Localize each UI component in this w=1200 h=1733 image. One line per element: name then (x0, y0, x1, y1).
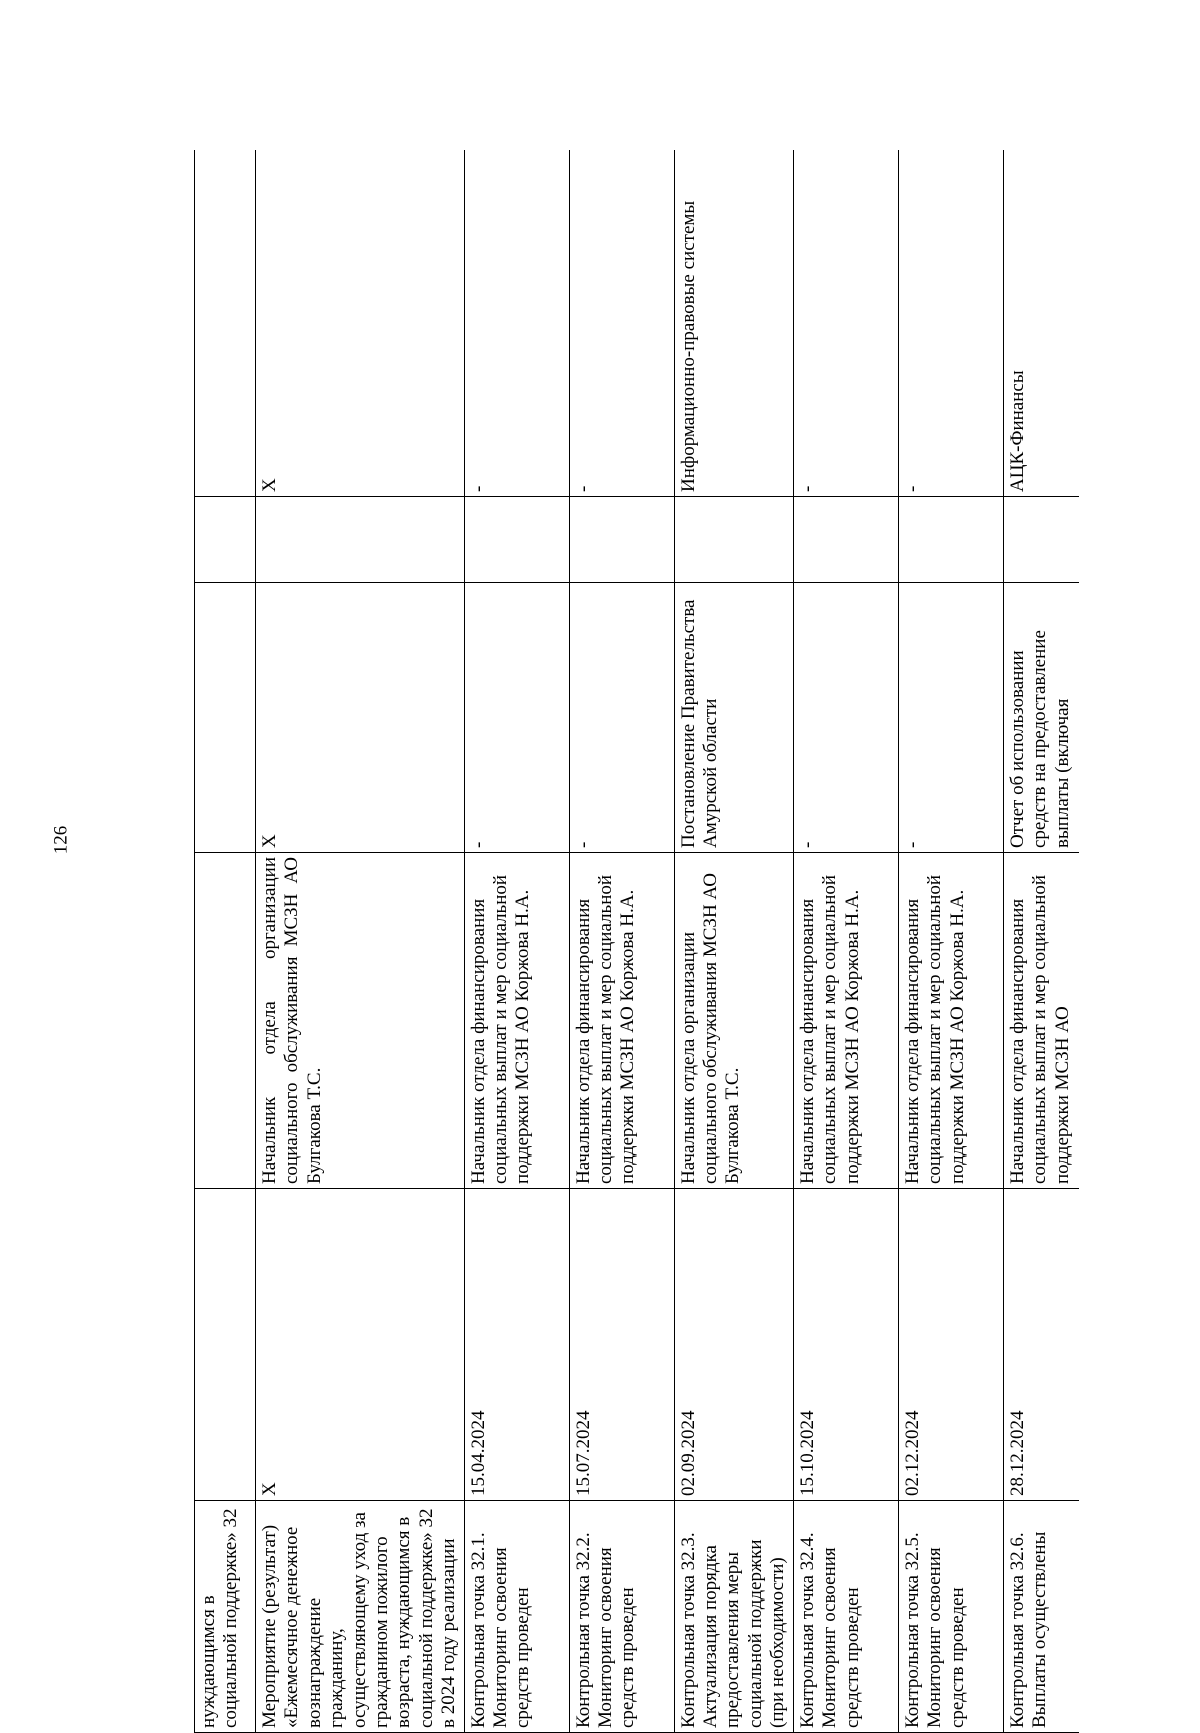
table-cell: Контрольная точка 32.4. Мониторинг освоения средств проведен (793, 1501, 898, 1733)
table-cell (674, 497, 793, 583)
table-cell: Начальник отдела финансирования социальных выплат и мер социальной поддержки МСЗН АО (1003, 853, 1079, 1189)
table-cell: 15.10.2024 (793, 1189, 898, 1501)
table-cell (256, 497, 465, 583)
table-cell: АЦК-Финансы (1003, 150, 1079, 497)
table-cell: - (898, 150, 1003, 497)
table-cell: Начальник отдела финансирования социальных выплат и мер социальной поддержки МСЗН АО Коржова Н.А. (464, 853, 569, 1189)
table-cell: - (569, 583, 674, 853)
table-cell: Контрольная точка 32.3. Актуализация порядка предоставления меры социальной поддержки (при необходимости) (674, 1501, 793, 1733)
table-row (195, 150, 256, 1733)
table-cell: - (569, 150, 674, 497)
table-cell: Х (256, 1189, 465, 1501)
table-cell: Контрольная точка 32.5. Мониторинг освоения средств проведен (898, 1501, 1003, 1733)
table-cell: 02.12.2024 (898, 1189, 1003, 1501)
table-cell: Начальник отдела финансирования социальных выплат и мер социальной поддержки МСЗН АО Коржова Н.А. (569, 853, 674, 1189)
table-cell: Мероприятие (результат) «Ежемесячное денежное вознаграждение гражданину, осуществляющему уход за гражданином пожилого возраста, нуждающимся в социальной поддержке» 32 в 2024 году реализации (256, 1501, 465, 1733)
table-cell: 15.04.2024 (464, 1189, 569, 1501)
table-cell: Информационно-правовые системы (674, 150, 793, 497)
table-row (256, 150, 465, 1733)
table-cell: - (898, 583, 1003, 853)
table-row (1003, 150, 1079, 1733)
table-row (569, 150, 674, 1733)
table-cell: Начальник отдела финансирования социальных выплат и мер социальной поддержки МСЗН АО Коржова Н.А. (898, 853, 1003, 1189)
table-cell: 15.07.2024 (569, 1189, 674, 1501)
table-cell (195, 497, 256, 583)
table-cell (464, 497, 569, 583)
table-cell: - (464, 150, 569, 497)
table-cell (195, 150, 256, 497)
table-cell: Контрольная точка 32.2. Мониторинг освоения средств проведен (569, 1501, 674, 1733)
table-cell: Контрольная точка 32.1. Мониторинг освоения средств проведен (464, 1501, 569, 1733)
table-row (793, 150, 898, 1733)
table-cell: Постановление Правительства Амурской области (674, 583, 793, 853)
table-cell: Х (256, 150, 465, 497)
table-cell: - (464, 583, 569, 853)
table-cell: Отчет об использовании средств на предоставление выплаты (включая (1003, 583, 1079, 853)
table-cell: - (793, 583, 898, 853)
control-points-table (194, 150, 1079, 1733)
table-cell: Начальник отдела финансирования социальных выплат и мер социальной поддержки МСЗН АО Коржова Н.А. (793, 853, 898, 1189)
table-row (464, 150, 569, 1733)
table-cell: - (793, 150, 898, 497)
rotated-page (194, 150, 1079, 1733)
table-cell (569, 497, 674, 583)
table-cell: 02.09.2024 (674, 1189, 793, 1501)
table-viewport (194, 150, 1079, 1733)
table-cell (195, 1189, 256, 1501)
table-cell: Начальник отдела организации социального обслуживания МСЗН АО Булгакова Т.С. (256, 853, 465, 1189)
table-cell (898, 497, 1003, 583)
table-cell: 28.12.2024 (1003, 1189, 1079, 1501)
table-cell: Контрольная точка 32.6. Выплаты осуществлены (1003, 1501, 1079, 1733)
table-cell (195, 583, 256, 853)
table-cell: нуждающимся в социальной поддержке» 32 (195, 1501, 256, 1733)
table-row (898, 150, 1003, 1733)
table-cell: Х (256, 583, 465, 853)
table-cell: Начальник отдела организации социального обслуживания МСЗН АО Булгакова Т.С. (674, 853, 793, 1189)
table-cell (195, 853, 256, 1189)
table-cell (793, 497, 898, 583)
table-cell (1003, 497, 1079, 583)
table-row (674, 150, 793, 1733)
page-number: 126 (50, 825, 71, 855)
